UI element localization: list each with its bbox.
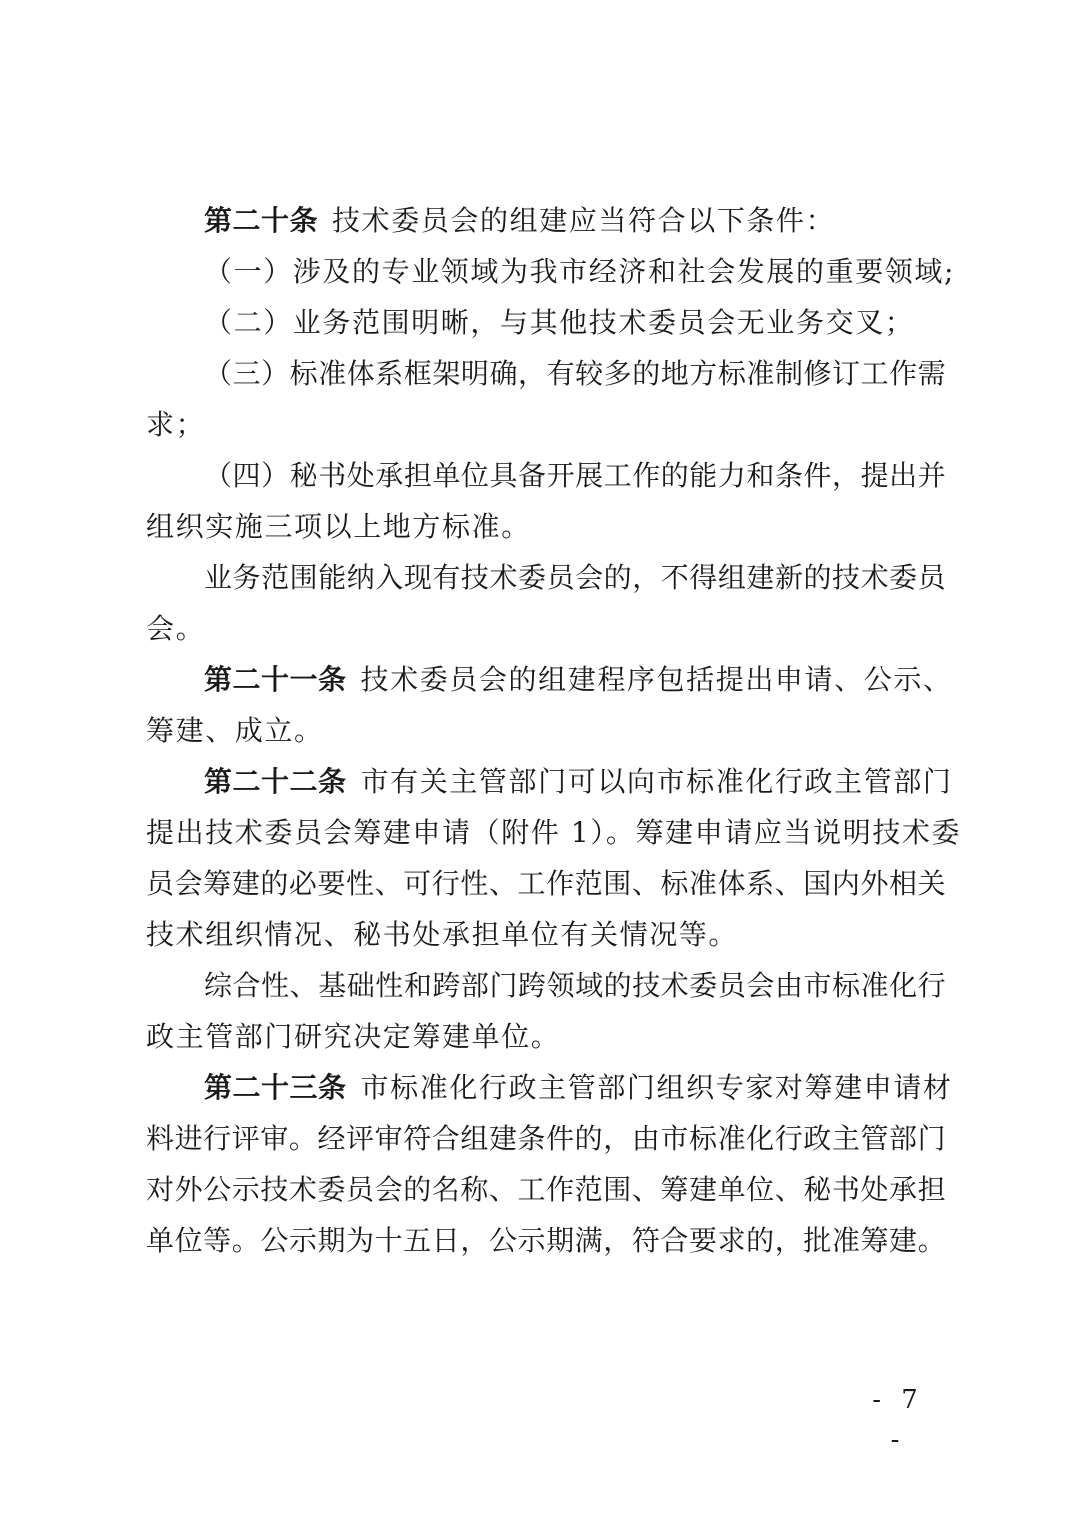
text-char: 准 <box>717 1122 746 1155</box>
text-char: 出 <box>889 459 918 492</box>
article-22-line-1 <box>146 757 953 807</box>
text-char: 技 <box>260 1173 289 1206</box>
text-char: 范 <box>574 1173 603 1206</box>
text-char: ， <box>832 459 861 492</box>
text-char: 工 <box>603 459 632 492</box>
text-char: 审 <box>260 1122 289 1155</box>
text-char: 体 <box>717 867 746 900</box>
text-char: 技 <box>460 561 489 594</box>
text-char: 围 <box>603 1173 632 1206</box>
article-20-item-2: （二）业务范围明晰，与其他技术委员会无业务交叉； <box>204 306 915 339</box>
page-number: - 7 - <box>872 1385 924 1455</box>
text-char: 准 <box>831 1224 860 1257</box>
text-char: （ <box>204 459 233 492</box>
article-heading: 第二十一条 <box>204 663 347 696</box>
text-char: 标 <box>289 357 318 390</box>
text-char: 相 <box>889 867 918 900</box>
text-char: 书 <box>831 1173 860 1206</box>
text-char: 承 <box>889 1173 918 1206</box>
article-text: 市有关主管部门可以向市标准化行政主管部门 <box>360 765 953 798</box>
text-char: 多 <box>603 357 632 390</box>
text-char: 示 <box>517 1224 546 1257</box>
article-21-line-1 <box>146 655 953 705</box>
text-char: 员 <box>717 969 746 1002</box>
text-char: 术 <box>288 1173 317 1206</box>
text-char: 会 <box>575 561 604 594</box>
text-char: 术 <box>489 561 518 594</box>
text-char: 础 <box>346 969 375 1002</box>
text-char: 不 <box>660 561 689 594</box>
text-char: 组 <box>460 1122 489 1155</box>
text-char: ， <box>460 1224 489 1257</box>
text-char: 工 <box>860 357 889 390</box>
text-char: 五 <box>403 1224 432 1257</box>
text-char: 性 <box>375 969 404 1002</box>
text-char: 求 <box>717 1224 746 1257</box>
article-23-line-4 <box>146 1216 946 1266</box>
text-char: 开 <box>546 459 575 492</box>
text-char: 合 <box>232 969 261 1002</box>
article-20-item-3 <box>146 349 946 399</box>
text-char: 担 <box>917 1173 946 1206</box>
text-char: 行 <box>917 969 946 1002</box>
text-char: 四 <box>232 459 261 492</box>
text-char: 作 <box>632 459 661 492</box>
text-char: 由 <box>631 1122 660 1155</box>
text-char: 标 <box>688 1122 717 1155</box>
text-char: 由 <box>774 969 803 1002</box>
text-char: ， <box>518 357 547 390</box>
article-text: 技术委员会的组建程序包括提出申请、公示、 <box>360 663 953 696</box>
text-char: ， <box>632 561 661 594</box>
text-char: 筹 <box>203 867 232 900</box>
text-char: 领 <box>546 969 575 1002</box>
text-char: 能 <box>318 561 347 594</box>
text-char: 制 <box>774 357 803 390</box>
text-char: 化 <box>889 969 918 1002</box>
text-char: 、 <box>631 867 660 900</box>
text-char: （ <box>204 357 233 390</box>
text-char: 备 <box>518 459 547 492</box>
text-char: 满 <box>574 1224 603 1257</box>
text-char: 筹 <box>860 1224 889 1257</box>
text-char: 准 <box>860 969 889 1002</box>
text-char: 的 <box>803 561 832 594</box>
text-char: 工 <box>517 867 546 900</box>
text-char: 纳 <box>346 561 375 594</box>
text-char: 确 <box>489 357 518 390</box>
text-char: 得 <box>689 561 718 594</box>
text-char: 处 <box>860 1173 889 1206</box>
text-char: 组 <box>717 561 746 594</box>
article-21-line-2: 筹建、成立。 <box>146 714 324 747</box>
text-char: 准 <box>318 357 347 390</box>
text-char: 新 <box>774 561 803 594</box>
text-char: 审 <box>374 1122 403 1155</box>
text-char: 建 <box>889 1224 918 1257</box>
text-char: 对 <box>146 1173 175 1206</box>
text-char: 条 <box>517 1122 546 1155</box>
text-char: 的 <box>632 357 661 390</box>
text-char: 委 <box>889 561 918 594</box>
text-char: 行 <box>431 867 460 900</box>
text-char: 系 <box>375 357 404 390</box>
text-char: ， <box>603 1122 632 1155</box>
text-char: 建 <box>231 867 260 900</box>
text-char: 管 <box>860 1122 889 1155</box>
text-char: 现 <box>403 561 432 594</box>
text-char: 性 <box>261 969 290 1002</box>
text-char: 料 <box>146 1122 175 1155</box>
text-char: 期 <box>317 1224 346 1257</box>
text-char: 技 <box>632 969 661 1002</box>
text-char: 符 <box>403 1122 432 1155</box>
text-char: 期 <box>546 1224 575 1257</box>
text-char: 围 <box>289 561 318 594</box>
text-char: 展 <box>575 459 604 492</box>
text-char: 标 <box>660 867 689 900</box>
article-20-paragraph-cont: 会。 <box>146 612 206 645</box>
text-char: 评 <box>346 1122 375 1155</box>
text-char: 市 <box>803 969 832 1002</box>
text-char: 并 <box>917 459 946 492</box>
article-22-line-3 <box>146 859 946 909</box>
text-char: 围 <box>603 867 632 900</box>
text-char: 位 <box>174 1224 203 1257</box>
text-char: 要 <box>317 867 346 900</box>
text-char: 部 <box>460 969 489 1002</box>
text-char: 提 <box>860 459 889 492</box>
text-char: 部 <box>889 1122 918 1155</box>
text-char: 范 <box>261 561 290 594</box>
text-char: 标 <box>832 969 861 1002</box>
text-char: 架 <box>432 357 461 390</box>
text-char: 和 <box>746 459 775 492</box>
text-char: 外 <box>860 867 889 900</box>
text-char: 范 <box>574 867 603 900</box>
text-char: 业 <box>204 561 233 594</box>
article-22-paragraph <box>146 961 946 1011</box>
text-char: 外 <box>174 1173 203 1206</box>
text-char: 能 <box>689 459 718 492</box>
text-char: ， <box>603 1224 632 1257</box>
text-char: 化 <box>746 1122 775 1155</box>
text-char: 会 <box>174 867 203 900</box>
text-char: 地 <box>660 357 689 390</box>
text-char: 订 <box>832 357 861 390</box>
text-char: 批 <box>803 1224 832 1257</box>
text-char: 担 <box>403 459 432 492</box>
text-char: ， <box>774 1224 803 1257</box>
text-char: 的 <box>260 867 289 900</box>
text-char: 方 <box>689 357 718 390</box>
article-22-line-2: 提出技术委员会筹建申请（附件 1）。筹建申请应当说明技术委 <box>146 816 962 849</box>
text-char: 筹 <box>660 1173 689 1206</box>
text-char: 建 <box>688 1173 717 1206</box>
text-char: 处 <box>346 459 375 492</box>
text-char: 、 <box>774 867 803 900</box>
text-char: ） <box>261 459 290 492</box>
text-char: 修 <box>803 357 832 390</box>
text-char: 公 <box>488 1224 517 1257</box>
text-char: 门 <box>489 969 518 1002</box>
text-char: 秘 <box>803 1173 832 1206</box>
text-char: 为 <box>346 1224 375 1257</box>
text-char: 域 <box>575 969 604 1002</box>
text-char: 国 <box>803 867 832 900</box>
text-char: 委 <box>518 561 547 594</box>
text-char: 政 <box>803 1122 832 1155</box>
text-char: 作 <box>546 867 575 900</box>
text-char: 内 <box>831 867 860 900</box>
text-char: 、 <box>774 1173 803 1206</box>
text-char: 性 <box>460 867 489 900</box>
text-char: 作 <box>546 1173 575 1206</box>
text-char: 框 <box>403 357 432 390</box>
text-char: 市 <box>660 1122 689 1155</box>
text-char: 位 <box>746 1173 775 1206</box>
text-char: 。 <box>917 1224 946 1257</box>
text-char: 基 <box>318 969 347 1002</box>
text-char: 日 <box>431 1224 460 1257</box>
text-char: 入 <box>375 561 404 594</box>
text-char: 会 <box>374 1173 403 1206</box>
text-char: 单 <box>717 1173 746 1206</box>
text-char: 符 <box>631 1224 660 1257</box>
text-char: 件 <box>803 459 832 492</box>
text-char: 三 <box>232 357 261 390</box>
article-20-item-1: （一）涉及的专业领域为我市经济和社会发展的重要领域; <box>204 255 956 288</box>
text-char: 建 <box>488 1122 517 1155</box>
article-20-line-1 <box>146 196 946 246</box>
article-22-paragraph-cont: 政主管部门研究决定筹建单位。 <box>146 1020 561 1053</box>
text-char: 的 <box>603 561 632 594</box>
text-char: 会 <box>746 969 775 1002</box>
text-char: 要 <box>688 1224 717 1257</box>
text-char: 员 <box>346 1173 375 1206</box>
text-char: 标 <box>717 357 746 390</box>
text-char: 可 <box>403 867 432 900</box>
text-char: 的 <box>746 1224 775 1257</box>
text-char: ） <box>261 357 290 390</box>
article-heading: 第二十三条 <box>204 1071 347 1104</box>
text-char: 准 <box>746 357 775 390</box>
text-char: 单 <box>432 459 461 492</box>
text-char: 有 <box>432 561 461 594</box>
text-char: 合 <box>431 1122 460 1155</box>
text-char: 的 <box>603 969 632 1002</box>
text-char: 务 <box>232 561 261 594</box>
text-char: 示 <box>231 1173 260 1206</box>
text-char: 条 <box>774 459 803 492</box>
text-char: 单 <box>146 1224 175 1257</box>
text-char: 员 <box>917 561 946 594</box>
text-char: 合 <box>660 1224 689 1257</box>
article-heading: 第二十二条 <box>204 765 347 798</box>
text-char: 行 <box>203 1122 232 1155</box>
article-23-line-3 <box>146 1165 946 1215</box>
text-char: 的 <box>660 459 689 492</box>
text-char: 系 <box>746 867 775 900</box>
text-char: 有 <box>546 357 575 390</box>
text-char: 、 <box>289 969 318 1002</box>
text-char: 力 <box>717 459 746 492</box>
text-char: 行 <box>774 1122 803 1155</box>
article-20-item-4-cont: 组织实施三项以上地方标准。 <box>146 510 531 543</box>
article-20-item-3-cont: 求； <box>146 408 206 441</box>
text-char: 准 <box>688 867 717 900</box>
text-char: 作 <box>889 357 918 390</box>
text-char: 十 <box>374 1224 403 1257</box>
text-char: 承 <box>375 459 404 492</box>
article-22-line-4: 技术组织情况、秘书处承担单位有关情况等。 <box>146 918 739 951</box>
text-char: 公 <box>203 1173 232 1206</box>
text-char: 、 <box>374 867 403 900</box>
article-23-line-2 <box>146 1114 946 1164</box>
text-char: 跨 <box>518 969 547 1002</box>
text-char: 公 <box>260 1224 289 1257</box>
article-20-paragraph <box>146 553 946 603</box>
text-char: 名 <box>431 1173 460 1206</box>
article-text: 技术委员会的组建应当符合以下条件： <box>332 204 836 237</box>
text-char: 等 <box>203 1224 232 1257</box>
text-char: 书 <box>318 459 347 492</box>
text-char: 门 <box>917 1122 946 1155</box>
text-char: 跨 <box>432 969 461 1002</box>
text-char: 经 <box>317 1122 346 1155</box>
text-char: 委 <box>689 969 718 1002</box>
text-char: 较 <box>575 357 604 390</box>
text-char: 关 <box>917 867 946 900</box>
text-char: 和 <box>403 969 432 1002</box>
text-char: 明 <box>460 357 489 390</box>
text-char: 秘 <box>289 459 318 492</box>
text-char: 。 <box>288 1122 317 1155</box>
article-heading: 第二十条 <box>204 204 319 237</box>
text-char: 具 <box>489 459 518 492</box>
text-char: 性 <box>346 867 375 900</box>
text-char: 。 <box>231 1224 260 1257</box>
text-char: 、 <box>631 1173 660 1206</box>
text-char: 委 <box>317 1173 346 1206</box>
article-23-line-1 <box>146 1063 953 1113</box>
text-char: 建 <box>746 561 775 594</box>
text-char: 员 <box>146 867 175 900</box>
text-char: 需 <box>917 357 946 390</box>
text-char: 工 <box>517 1173 546 1206</box>
text-char: 、 <box>488 867 517 900</box>
text-char: 示 <box>288 1224 317 1257</box>
text-char: 主 <box>831 1122 860 1155</box>
text-char: 术 <box>660 969 689 1002</box>
text-char: 术 <box>860 561 889 594</box>
text-char: 称 <box>460 1173 489 1206</box>
text-char: 件 <box>546 1122 575 1155</box>
text-char: 体 <box>346 357 375 390</box>
text-char: 评 <box>231 1122 260 1155</box>
text-char: 的 <box>574 1122 603 1155</box>
text-char: 必 <box>288 867 317 900</box>
text-char: 、 <box>488 1173 517 1206</box>
text-char: 技 <box>832 561 861 594</box>
text-char: 位 <box>460 459 489 492</box>
text-char: 进 <box>174 1122 203 1155</box>
article-20-item-4 <box>146 451 946 501</box>
text-char: 的 <box>403 1173 432 1206</box>
article-text: 市标准化行政主管部门组织专家对筹建申请材 <box>360 1071 953 1104</box>
text-char: 员 <box>546 561 575 594</box>
text-char: 综 <box>204 969 233 1002</box>
